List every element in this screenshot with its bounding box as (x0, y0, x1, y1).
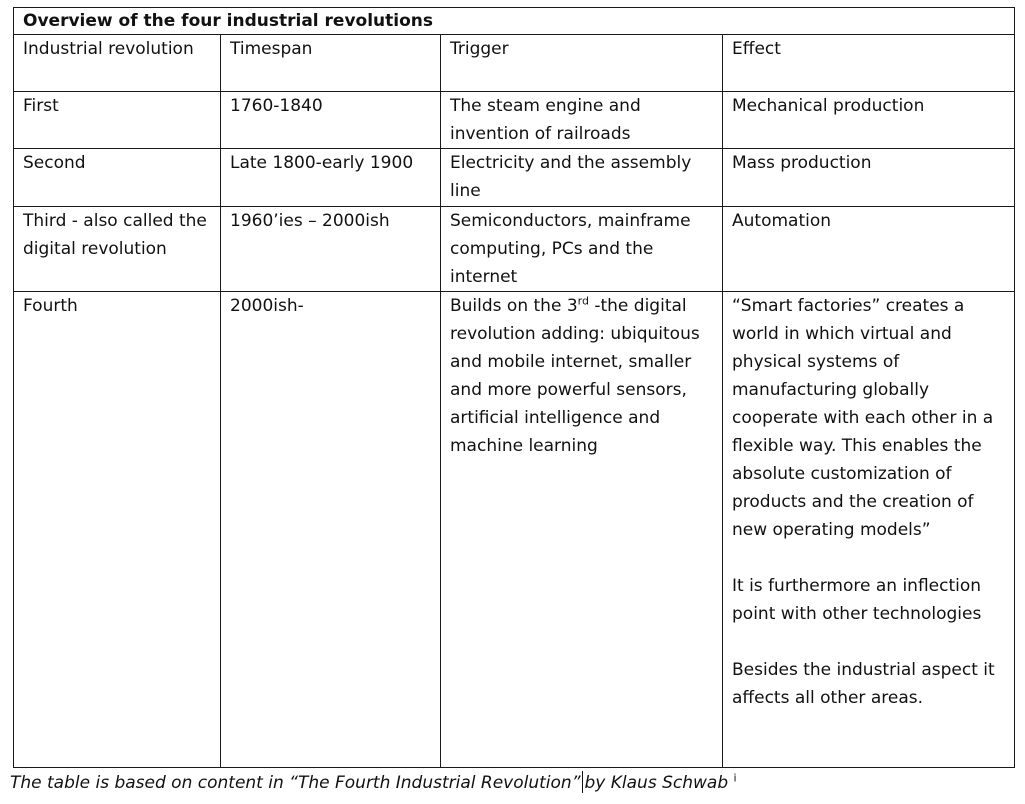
caption-text-start: The table is based on content in “The Fourth Industrial Revolution” (10, 773, 581, 793)
text-cursor (582, 771, 583, 793)
timespan-cell: Late 1800-early 1900 (221, 149, 441, 207)
header-effect: Effect (723, 35, 1015, 92)
trigger-cell (441, 292, 723, 768)
effect-cell (723, 207, 1015, 292)
effect-paragraph: Besides the industrial aspect it affects all other areas. (732, 660, 995, 708)
trigger-cell: Semiconductors, mainframe computing, PCs and the internet (441, 207, 723, 292)
effect-paragraph: Automation (732, 211, 832, 231)
table-title: Overview of the four industrial revolutions (14, 8, 1015, 35)
header-timespan: Timespan (221, 35, 441, 92)
table-row (14, 207, 1015, 292)
table-caption (10, 771, 737, 795)
revolution-cell: Fourth (14, 292, 221, 768)
header-row (14, 35, 1015, 92)
effect-paragraph: “Smart factories” creates a world in which virtual and physical systems of manufacturing globally cooperate with each other in a flexible way. This enables the absolute customization of products and the creation of new operating models” (732, 296, 994, 540)
footnote-marker: i (733, 771, 737, 785)
revolutions-table (13, 7, 1015, 768)
effect-cell (723, 92, 1015, 149)
timespan-cell: 1760-1840 (221, 92, 441, 149)
effect-paragraph: It is furthermore an inflection point with other technologies (732, 576, 982, 624)
trigger-cell: The steam engine and invention of railroads (441, 92, 723, 149)
trigger-text-start: Builds on the 3 (450, 296, 578, 316)
timespan-cell: 1960’ies – 2000ish (221, 207, 441, 292)
revolution-cell: Third - also called the digital revolution (14, 207, 221, 292)
header-revolution: Industrial revolution (14, 35, 221, 92)
ordinal-suffix: rd (577, 294, 589, 308)
effect-cell (723, 292, 1015, 768)
timespan-cell: 2000ish- (221, 292, 441, 768)
trigger-cell: Electricity and the assembly line (441, 149, 723, 207)
effect-paragraph: Mechanical production (732, 96, 925, 116)
caption-text-end: by Klaus Schwab (584, 773, 729, 793)
revolution-cell: Second (14, 149, 221, 207)
trigger-text-end: -the digital revolution adding: ubiquitous and mobile internet, smaller and more powerful sensors, artificial intelligence and machine learning (450, 296, 700, 456)
table-row (14, 292, 1015, 768)
table-row (14, 149, 1015, 207)
effect-paragraph: Mass production (732, 153, 872, 173)
table-row (14, 92, 1015, 149)
effect-cell (723, 149, 1015, 207)
revolution-cell: First (14, 92, 221, 149)
header-trigger: Trigger (441, 35, 723, 92)
